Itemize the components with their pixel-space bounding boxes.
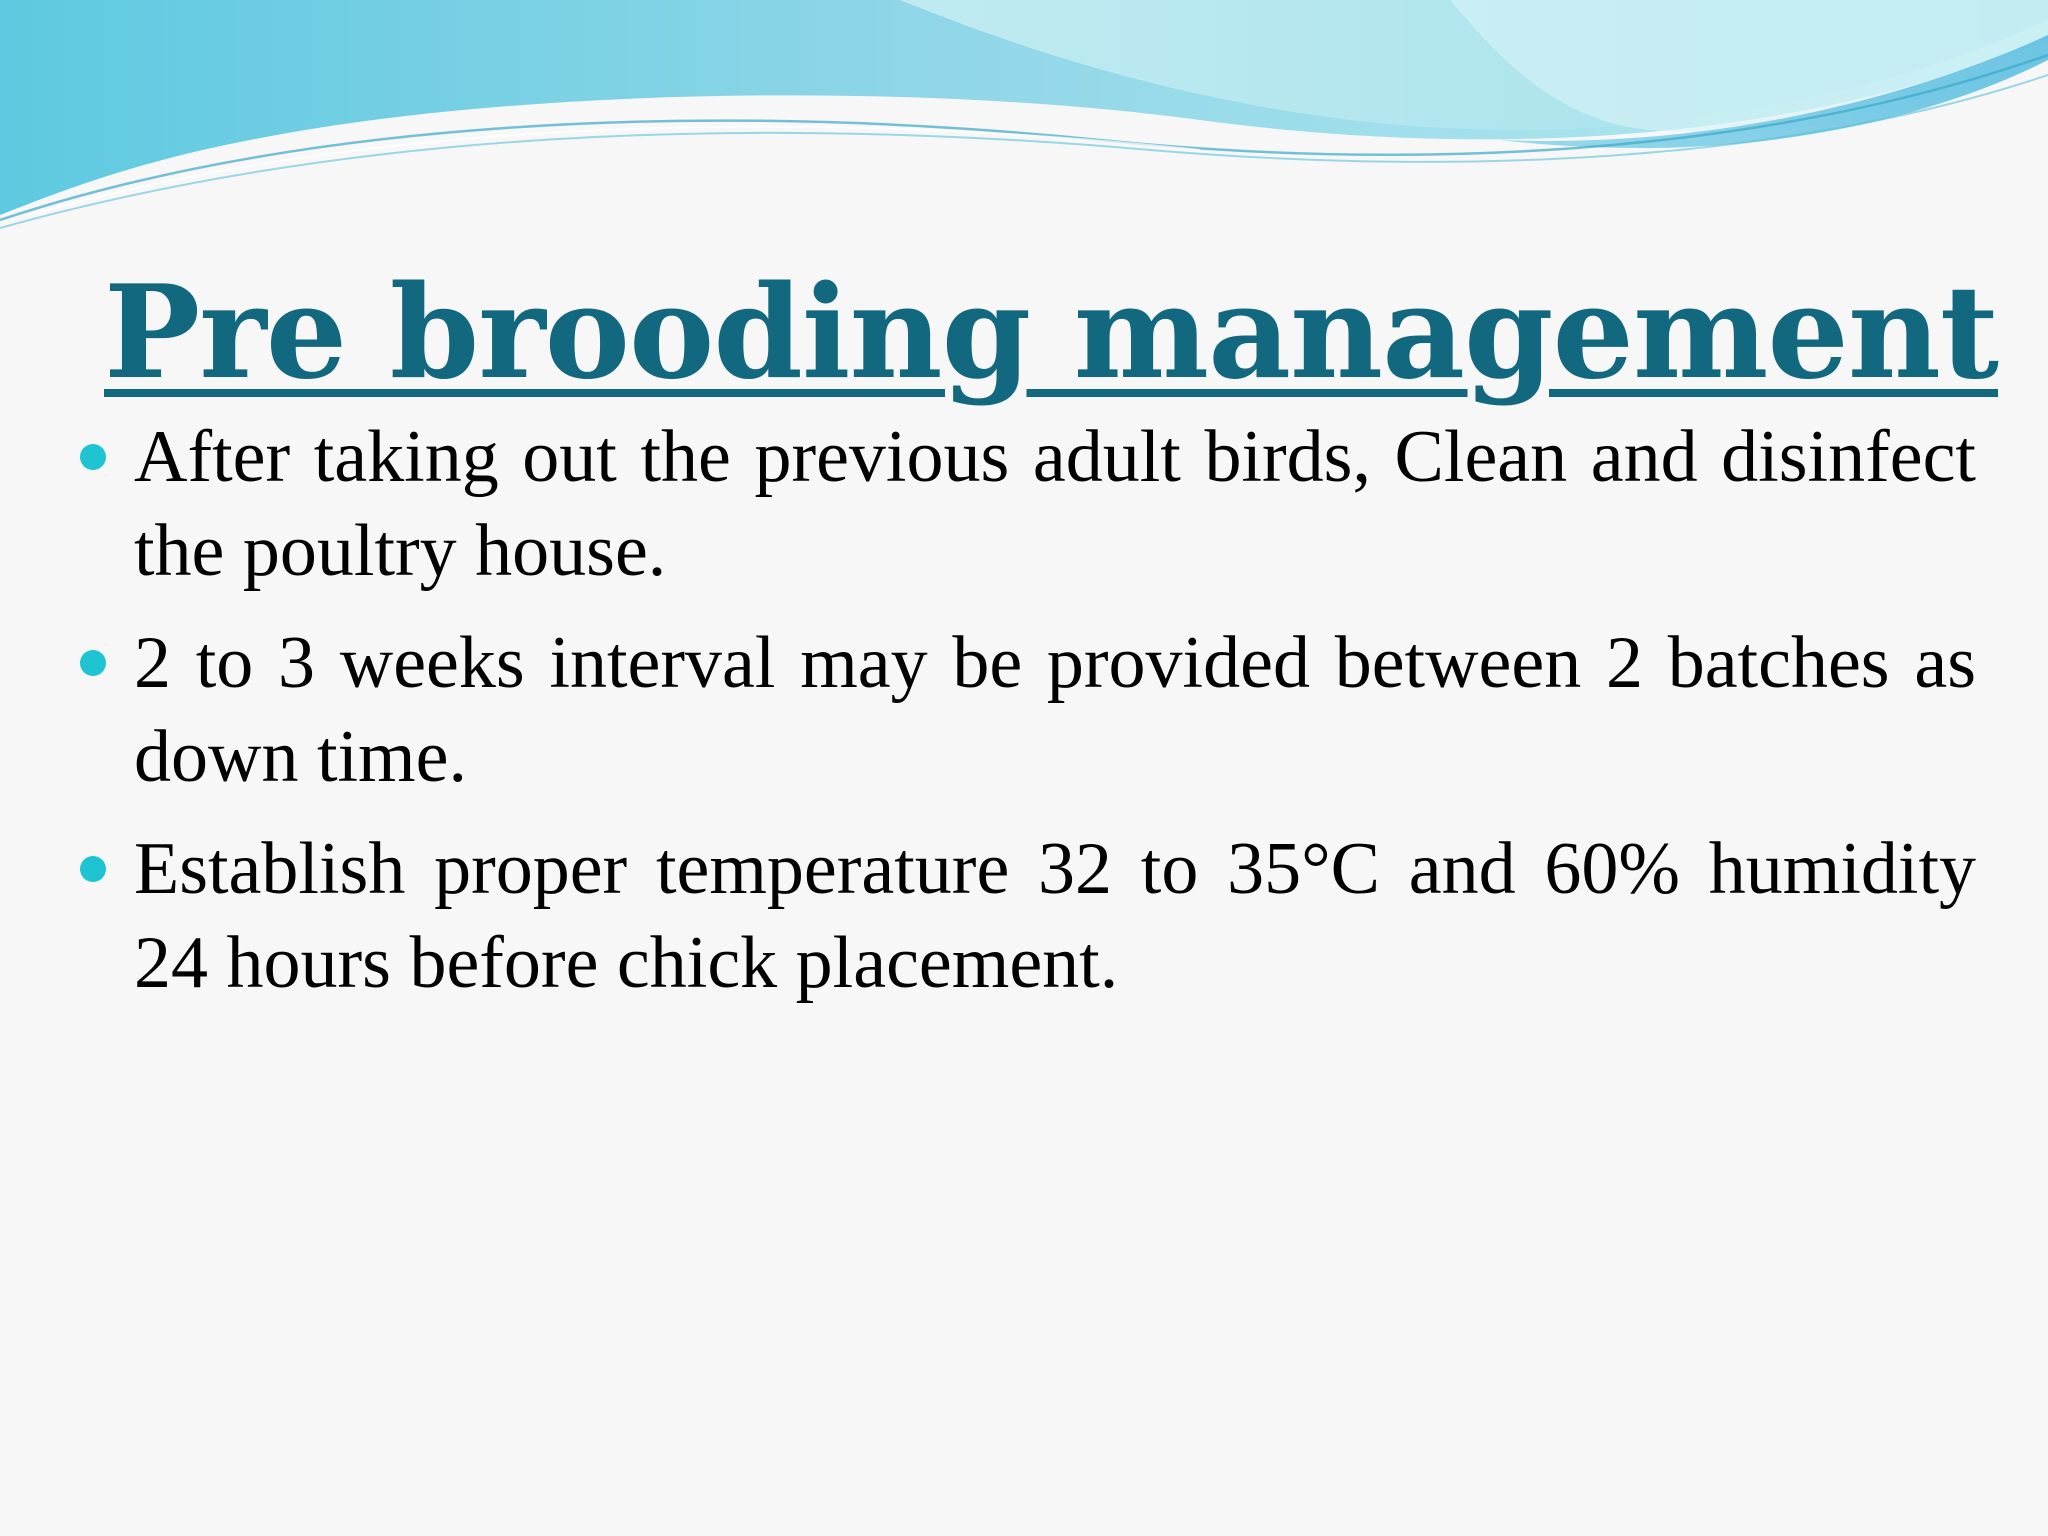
bullet-text: Establish proper temperature 32 to 35°C and 60% humidity 24 hours before chick placement. bbox=[134, 828, 1976, 1004]
bullet-text: After taking out the previous adult birds, Clean and disinfect the poultry house. bbox=[134, 416, 1976, 592]
bullet-list bbox=[76, 410, 1976, 1028]
bullet-marker-icon bbox=[80, 444, 106, 470]
bullet-text: 2 to 3 weeks interval may be provided between 2 batches as down time. bbox=[134, 622, 1976, 798]
bullet-marker-icon bbox=[80, 856, 106, 882]
bullet-marker-icon bbox=[80, 650, 106, 676]
bullet-item bbox=[76, 822, 1976, 1010]
bullet-item bbox=[76, 410, 1976, 598]
header-wave-decoration bbox=[0, 0, 2048, 240]
bullet-item bbox=[76, 616, 1976, 804]
slide-title: Pre brooding management bbox=[104, 258, 1998, 408]
